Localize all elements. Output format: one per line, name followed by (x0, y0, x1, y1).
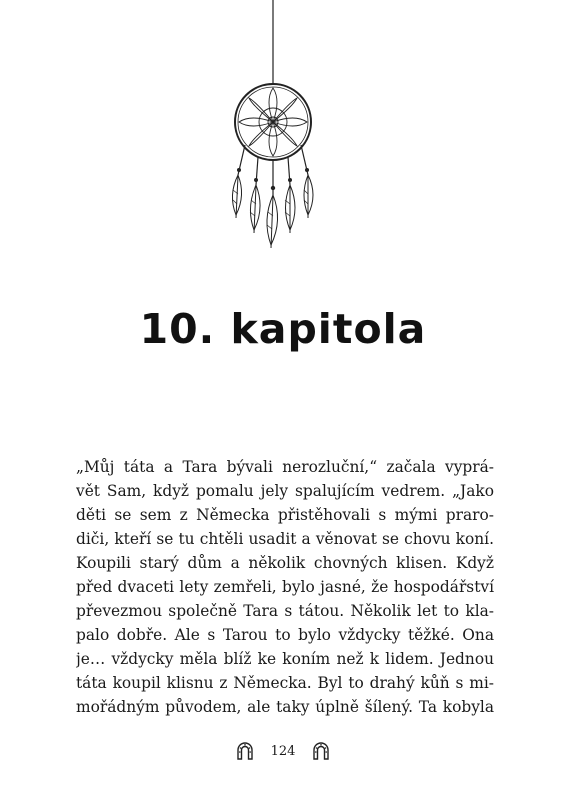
page-number: 124 (270, 743, 296, 759)
page-footer (0, 736, 566, 766)
text-line: je… vždycky měla blíž ke koním než k lidem. Jednou (76, 650, 494, 668)
text-line: děti se sem z Německa přistěhovali s mými praro- (76, 506, 494, 524)
text-line: táta koupil klisnu z Německa. Byl to drahý kůň s mi- (76, 674, 494, 692)
horseshoe-icon (309, 739, 333, 763)
text-line: vět Sam, když pomalu jely spalujícím vedrem. „Jako (76, 482, 494, 500)
chapter-title: 10. kapitola (139, 305, 427, 353)
text-line: před dvaceti lety zemřeli, bylo jasné, že hospodářství (76, 578, 494, 596)
dreamcatcher-icon (218, 0, 328, 250)
text-line: palo dobře. Ale s Tarou to bylo vždycky těžké. Ona (76, 626, 494, 644)
text-line: mořádným původem, ale taky úplně šílený. Ta kobyla (76, 698, 494, 716)
text-line: Koupili starý dům a několik chovných klisen. Když (76, 554, 494, 572)
text-line: diči, kteří se tu chtěli usadit a věnovat se chovu koní. (76, 530, 494, 548)
horseshoe-icon (233, 739, 257, 763)
text-line: převezmou společně Tara s tátou. Několik let to kla- (76, 602, 494, 620)
chapter-body-text (76, 455, 494, 719)
text-line: „Můj táta a Tara bývali nerozluční,“ začala vyprá- (76, 458, 494, 476)
